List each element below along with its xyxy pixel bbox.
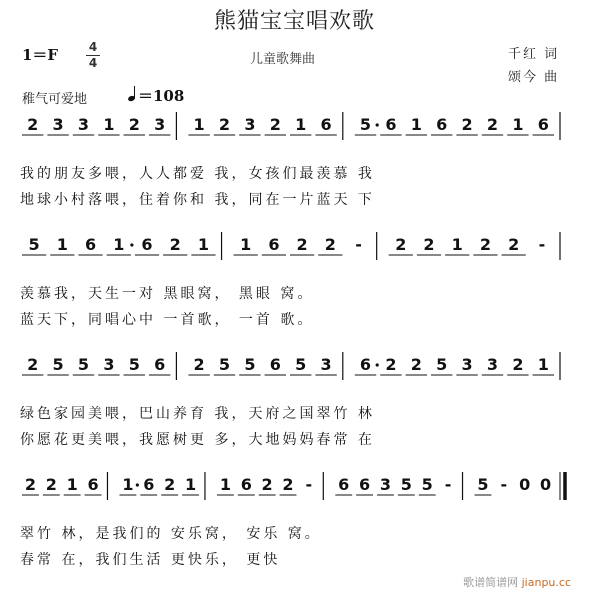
tempo-value: ＝108 <box>138 87 185 105</box>
note-digit: 1 <box>66 475 78 494</box>
note-digit: 2 <box>282 475 294 494</box>
meter-top: 4 <box>88 40 98 54</box>
note-digit: 2 <box>508 235 520 254</box>
note-digit: 3 <box>154 115 166 134</box>
note-digit: 2 <box>486 115 499 134</box>
note-digit: 0 <box>539 475 552 494</box>
note-digit: 5 <box>295 355 307 374</box>
note-digit: 3 <box>52 115 64 134</box>
note-digit: 6 <box>269 355 281 374</box>
lyric-line: 你愿花更美喂，我愿树更 多，大地妈妈春常 在 <box>20 432 375 448</box>
note-digit: 5 <box>477 475 489 494</box>
lyric-line: 春常 在，我们生活 更快乐， 更快 <box>20 552 281 568</box>
note-digit: 5 <box>400 475 412 494</box>
lyric-line: 地球小村落喂，住着你和 我，同在一片蓝天 下 <box>20 192 375 208</box>
note-digit: 1 <box>193 115 205 134</box>
note-digit: 2 <box>261 475 273 494</box>
watermark-site: jianpu.cc <box>521 576 571 589</box>
lyric-line: 我的朋友多喂，人人都爱 我，女孩们最羡慕 我 <box>20 166 375 182</box>
key-signature: 1＝F <box>22 46 59 64</box>
lyric-line: 羡慕我，天生一对 黑眼窝， 黑眼 窝。 <box>20 286 315 302</box>
note-digit: - <box>444 475 452 494</box>
composer-credit: 颂今 曲 <box>508 70 560 85</box>
note-digit: 3 <box>320 355 332 374</box>
note-digit: 2 <box>45 475 57 494</box>
note-digit: 1 <box>113 235 125 254</box>
augmentation-dot <box>376 123 379 126</box>
note-digit: 2 <box>395 235 407 254</box>
note-digit: 6 <box>320 115 332 134</box>
note-digit: - <box>305 475 313 494</box>
note-digit: 3 <box>461 355 473 374</box>
note-digit: 6 <box>537 115 549 134</box>
note-digit: 5 <box>28 235 40 254</box>
note-digit: 6 <box>338 475 350 494</box>
note-digit: 2 <box>164 475 176 494</box>
note-digit: 5 <box>218 355 231 374</box>
lyricist-credit: 千红 词 <box>508 47 560 62</box>
note-digit: 6 <box>154 355 166 374</box>
note-digit: 2 <box>169 235 181 254</box>
note-digit: 3 <box>486 355 499 374</box>
note-digit: 0 <box>519 475 531 494</box>
note-digit: 6 <box>359 475 371 494</box>
note-digit: 2 <box>461 115 473 134</box>
note-digit: 6 <box>143 475 155 494</box>
note-digit: 2 <box>296 235 308 254</box>
note-digit: - <box>538 235 546 254</box>
song-genre: 儿童歌舞曲 <box>250 52 316 67</box>
note-digit: 5 <box>421 475 433 494</box>
song-title: 熊猫宝宝唱欢歌 <box>213 9 375 34</box>
note-digit: 6 <box>240 475 252 494</box>
note-digit: 1 <box>56 235 68 254</box>
note-digit: 5 <box>77 355 90 374</box>
note-digit: - <box>355 235 362 254</box>
augmentation-dot <box>136 483 139 486</box>
note-digit: 5 <box>359 115 372 134</box>
note-digit: 1 <box>197 235 210 254</box>
note-digit: 2 <box>479 235 492 254</box>
augmentation-dot <box>130 243 133 246</box>
expression-mark: 稚气可爱地 <box>22 92 88 107</box>
note-digit: 5 <box>52 355 64 374</box>
note-digit: 1 <box>122 475 134 494</box>
note-digit: 1 <box>512 115 524 134</box>
note-digit: 6 <box>385 115 397 134</box>
note-digit: 2 <box>27 115 39 134</box>
note-digit: 2 <box>512 355 524 374</box>
note-digit: 6 <box>87 475 99 494</box>
note-digit: 6 <box>359 355 372 374</box>
lyric-line: 蓝天下，同唱心中 一首歌， 一首 歌。 <box>20 312 315 328</box>
note-digit: 6 <box>84 235 97 254</box>
note-digit: 1 <box>219 475 231 494</box>
lyric-line: 翠竹 林，是我们的 安乐窝， 安乐 窝。 <box>20 526 322 542</box>
note-digit: 2 <box>193 355 205 374</box>
note-digit: 5 <box>436 355 448 374</box>
note-digit: 1 <box>103 115 115 134</box>
meter-bottom: 4 <box>88 56 98 70</box>
note-digit: 6 <box>268 235 280 254</box>
lyric-line: 绿色家园美喂，巴山养育 我，天府之国翠竹 林 <box>20 406 375 422</box>
note-digit: 3 <box>77 115 90 134</box>
note-digit: 2 <box>423 235 435 254</box>
note-digit: 1 <box>537 355 549 374</box>
note-digit: 1 <box>240 235 252 254</box>
note-digit: 1 <box>295 115 307 134</box>
note-digit: 3 <box>103 355 115 374</box>
note-digit: 5 <box>128 355 140 374</box>
watermark-text: 歌谱简谱网 <box>463 576 519 589</box>
note-digit: 2 <box>218 115 231 134</box>
note-digit: 3 <box>379 475 392 494</box>
note-digit: 2 <box>27 355 39 374</box>
note-digit: 2 <box>385 355 397 374</box>
note-digit: 1 <box>451 235 463 254</box>
note-digit: 6 <box>141 235 153 254</box>
note-digit: 5 <box>244 355 256 374</box>
augmentation-dot <box>376 363 379 366</box>
note-digit: 2 <box>128 115 140 134</box>
note-digit: 1 <box>184 475 197 494</box>
site-watermark <box>463 574 571 590</box>
note-digit: 3 <box>244 115 256 134</box>
note-digit: - <box>500 475 508 494</box>
note-digit: 1 <box>410 115 422 134</box>
note-digit: 2 <box>269 115 281 134</box>
note-digit: 2 <box>410 355 422 374</box>
note-digit: 2 <box>324 235 336 254</box>
note-digit: 6 <box>436 115 448 134</box>
note-digit: 2 <box>24 475 37 494</box>
